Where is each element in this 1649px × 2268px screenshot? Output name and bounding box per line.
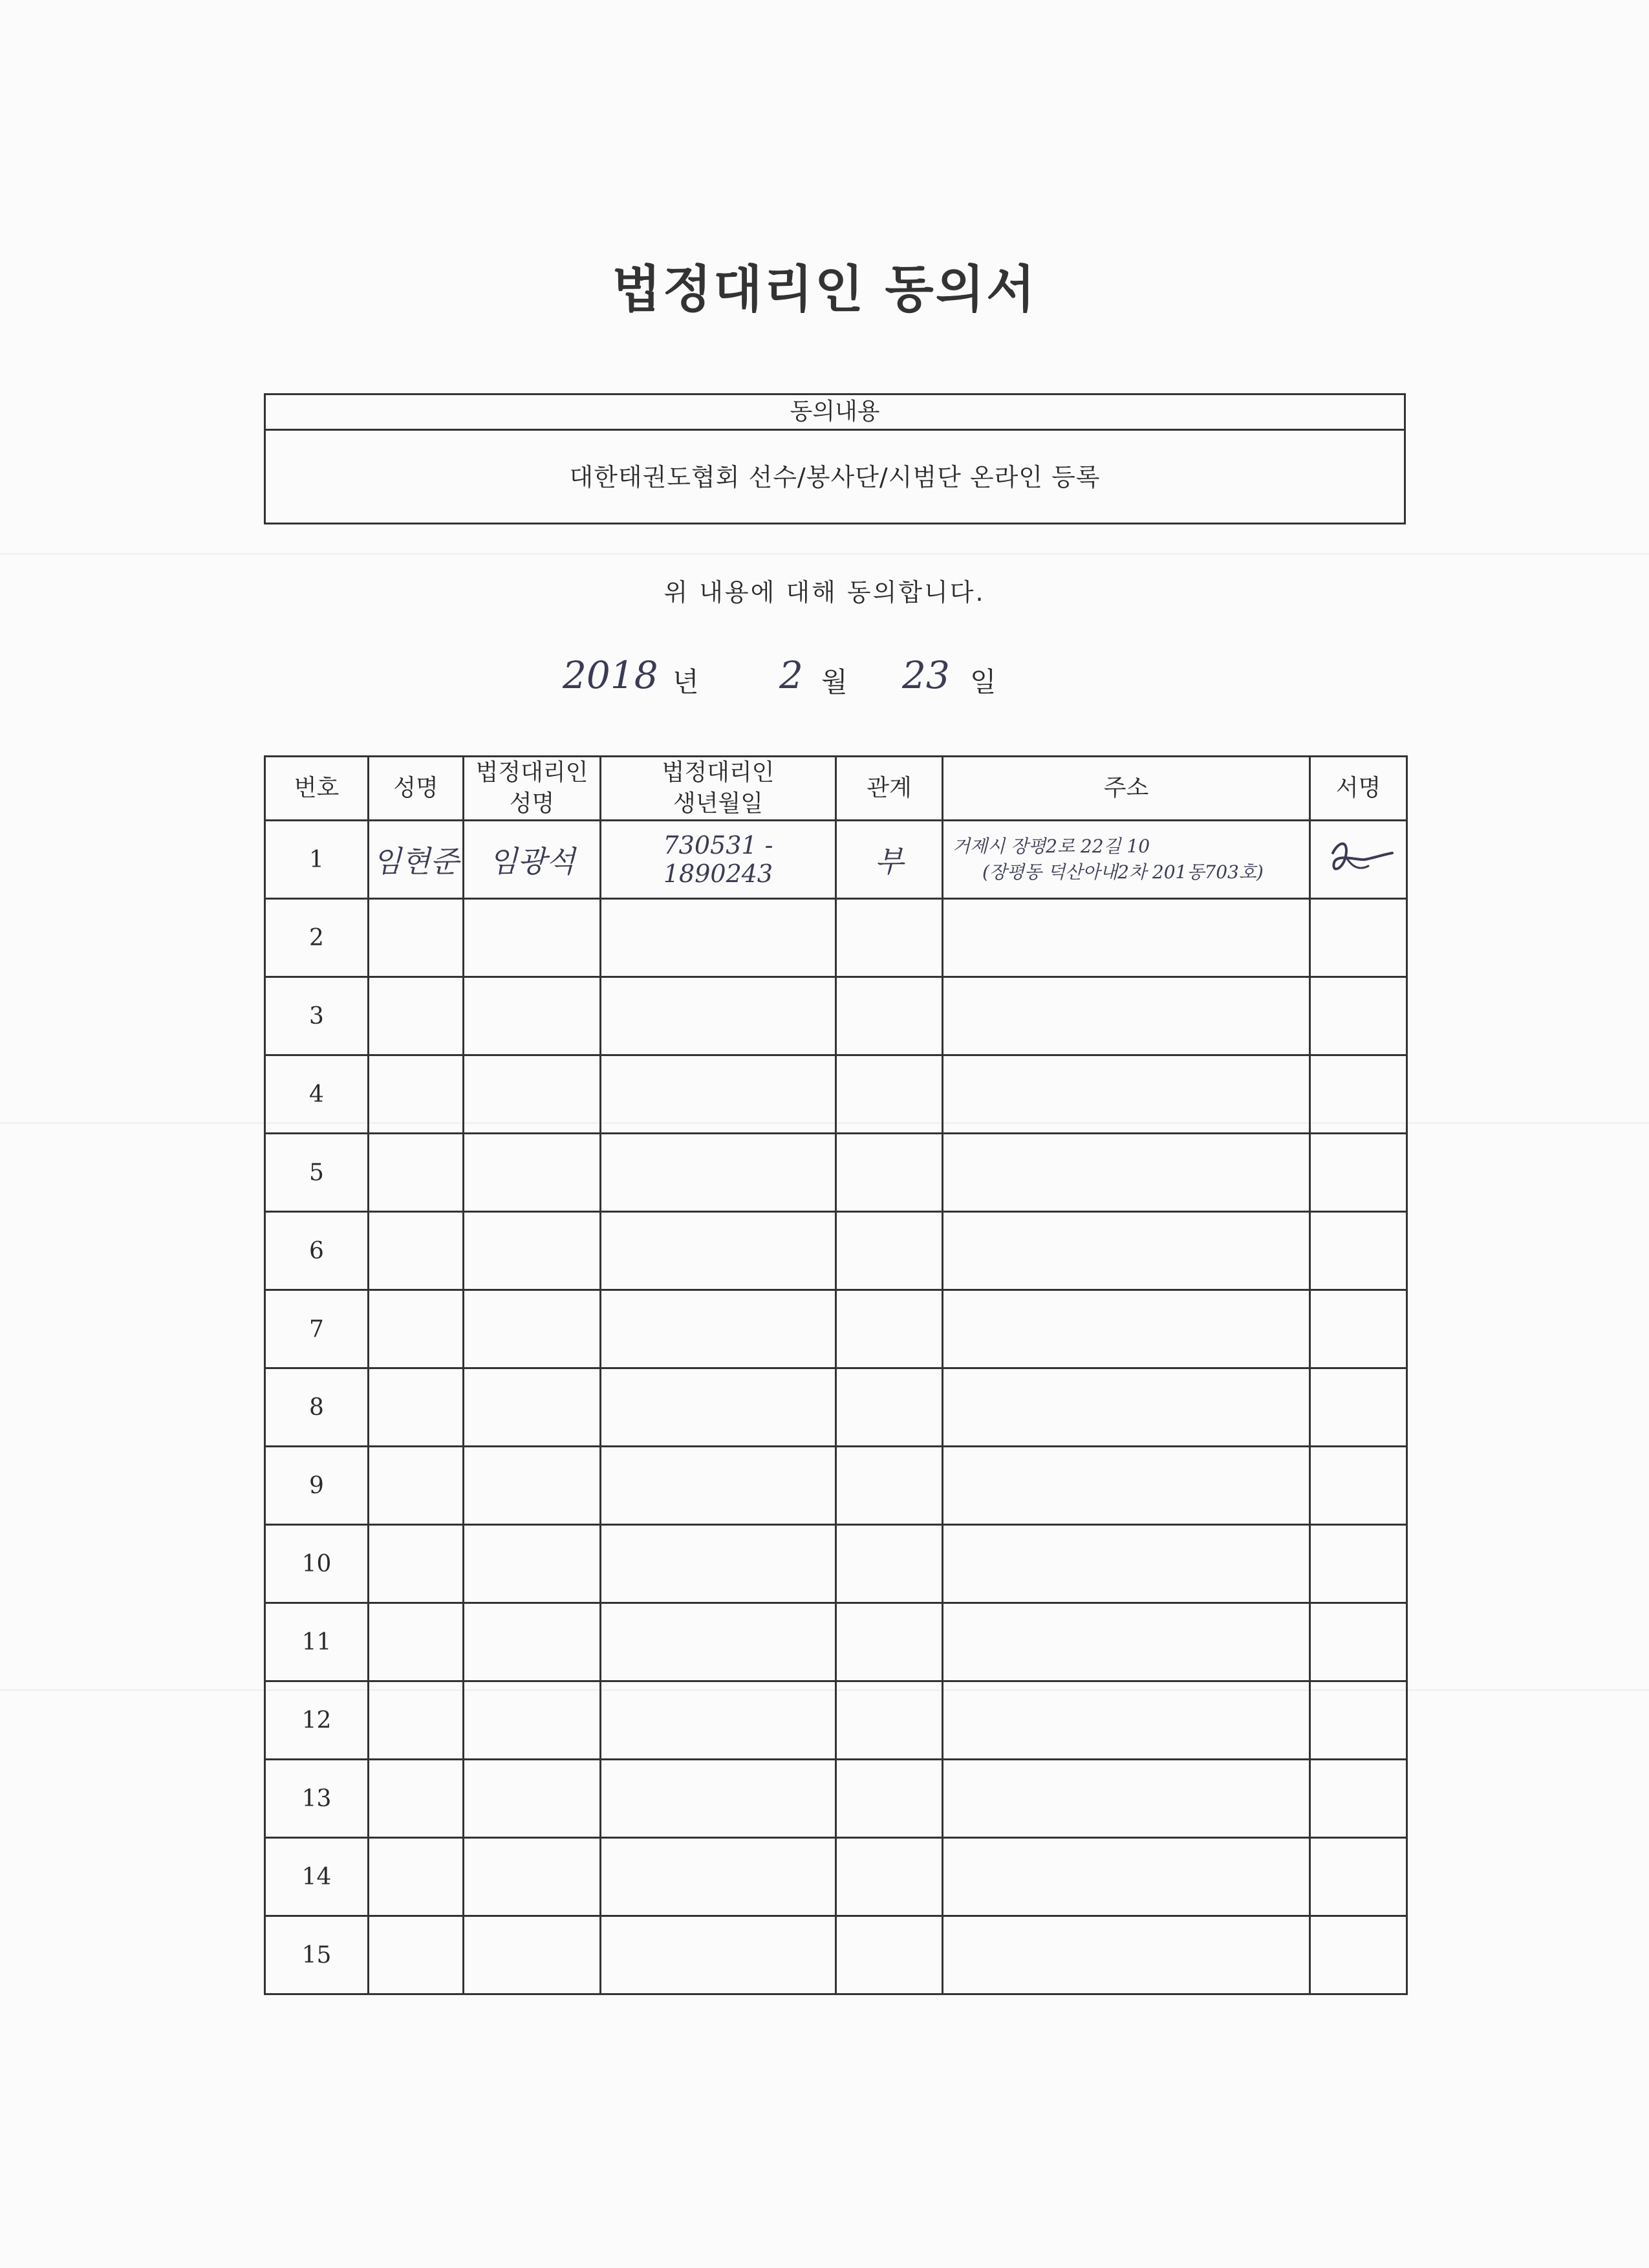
signature-cell <box>1310 977 1407 1055</box>
child-name-cell <box>369 1681 464 1760</box>
guardian-birth-cell <box>601 1212 836 1290</box>
consent-header: 동의내용 <box>266 395 1404 431</box>
signature-cell <box>1310 1525 1407 1603</box>
guardian-birth-cell <box>601 1916 836 1994</box>
guardian-birth-cell <box>601 1525 836 1603</box>
relation-cell <box>836 1838 943 1916</box>
header-signature: 서명 <box>1310 757 1407 821</box>
child-name-cell <box>369 1134 464 1212</box>
signature-cell <box>1310 1447 1407 1525</box>
relation-cell <box>836 1368 943 1447</box>
header-relation: 관계 <box>836 757 943 821</box>
date-month: 2 <box>779 653 803 697</box>
address-cell <box>943 1447 1310 1525</box>
child-name: 임현준 <box>372 844 459 879</box>
address-cell <box>943 899 1310 977</box>
guardian-name-cell <box>464 1916 601 1994</box>
child-name-cell <box>369 1916 464 1994</box>
guardian-birth-cell <box>601 1447 836 1525</box>
row-number: 15 <box>265 1916 369 1994</box>
table-row <box>265 821 1407 899</box>
header-number: 번호 <box>265 757 369 821</box>
relation: 부 <box>874 844 904 879</box>
date-month-label: 월 <box>821 666 848 698</box>
signature-cell <box>1310 1290 1407 1368</box>
guardian-name-cell <box>464 1134 601 1212</box>
guardian-birth-cell <box>601 1681 836 1760</box>
row-number: 10 <box>265 1525 369 1603</box>
signature-cell <box>1310 1838 1407 1916</box>
address-line1: 거제시 장평2로 22길 10 <box>953 836 1150 857</box>
child-name-cell <box>369 1055 464 1134</box>
guardian-name-cell <box>464 977 601 1055</box>
row-number: 8 <box>265 1368 369 1447</box>
address-cell <box>943 1134 1310 1212</box>
paper-fold-line <box>0 553 1649 555</box>
relation-cell <box>836 1055 943 1134</box>
guardian-name: 임광석 <box>488 844 576 879</box>
header-guardian-name: 법정대리인 성명 <box>464 757 601 821</box>
child-name-cell <box>369 821 464 899</box>
guardian-table <box>264 755 1408 1995</box>
date-day: 23 <box>902 653 950 697</box>
guardian-birth-cell <box>601 899 836 977</box>
address-cell <box>943 1681 1310 1760</box>
signature-cell <box>1310 821 1407 899</box>
guardian-name-cell <box>464 1290 601 1368</box>
child-name-cell <box>369 1368 464 1447</box>
guardian-name-cell <box>464 899 601 977</box>
child-name-cell <box>369 1447 464 1525</box>
relation-cell <box>836 1603 943 1681</box>
row-number: 4 <box>265 1055 369 1134</box>
guardian-birth-cell <box>601 1838 836 1916</box>
consent-box <box>264 393 1406 524</box>
relation-cell <box>836 821 943 899</box>
guardian-name-cell <box>464 1838 601 1916</box>
signature-cell <box>1310 1368 1407 1447</box>
relation-cell <box>836 1134 943 1212</box>
relation-cell <box>836 1681 943 1760</box>
row-number: 14 <box>265 1838 369 1916</box>
table-row <box>265 1603 1407 1681</box>
address-cell <box>943 1212 1310 1290</box>
child-name-cell <box>369 899 464 977</box>
guardian-birth-cell <box>601 977 836 1055</box>
header-address: 주소 <box>943 757 1310 821</box>
relation-cell <box>836 899 943 977</box>
agreement-text: 위 내용에 대해 동의합니다. <box>663 578 986 607</box>
table-row <box>265 977 1407 1055</box>
guardian-birth-cell <box>601 1134 836 1212</box>
table-row <box>265 1916 1407 1994</box>
address-cell <box>943 977 1310 1055</box>
row-number: 7 <box>265 1290 369 1368</box>
document-title: 법정대리인 동의서 <box>612 261 1037 319</box>
child-name-cell <box>369 1212 464 1290</box>
table-row <box>265 1212 1407 1290</box>
relation-cell <box>836 977 943 1055</box>
signature-cell <box>1310 1916 1407 1994</box>
address-line2: (장평동 덕산아내2차 201동703호) <box>982 861 1264 883</box>
address-cell <box>943 1290 1310 1368</box>
table-row <box>265 1134 1407 1212</box>
signature-cell <box>1310 1760 1407 1838</box>
row-number: 11 <box>265 1603 369 1681</box>
guardian-name-cell <box>464 1525 601 1603</box>
guardian-birth-cell <box>601 1603 836 1681</box>
signature-cell <box>1310 1212 1407 1290</box>
table-row <box>265 1681 1407 1760</box>
table-row <box>265 1760 1407 1838</box>
header-guardian-birth: 법정대리인 생년월일 <box>601 757 836 821</box>
relation-cell <box>836 1525 943 1603</box>
signature-cell <box>1310 899 1407 977</box>
guardian-birth-line1: 730531 - <box>663 831 773 859</box>
guardian-birth-cell <box>601 1760 836 1838</box>
address-cell <box>943 1916 1310 1994</box>
consent-content: 대한태권도협회 선수/봉사단/시범단 온라인 등록 <box>569 463 1101 491</box>
guardian-name-cell <box>464 821 601 899</box>
date-day-label: 일 <box>970 666 997 698</box>
guardian-name-cell <box>464 1055 601 1134</box>
address-cell <box>943 1055 1310 1134</box>
table-row <box>265 1368 1407 1447</box>
table-row <box>265 1055 1407 1134</box>
signature-cell <box>1310 1055 1407 1134</box>
guardian-name-cell <box>464 1368 601 1447</box>
table-row <box>265 1290 1407 1368</box>
table-row <box>265 1447 1407 1525</box>
signature-cell <box>1310 1134 1407 1212</box>
table-row <box>265 1838 1407 1916</box>
guardian-birth-cell <box>601 1290 836 1368</box>
relation-cell <box>836 1212 943 1290</box>
handwritten-signature-icon <box>1320 834 1397 885</box>
row-number: 6 <box>265 1212 369 1290</box>
row-number: 12 <box>265 1681 369 1760</box>
row-number: 5 <box>265 1134 369 1212</box>
date-year-label: 년 <box>673 666 699 698</box>
address-cell <box>943 1603 1310 1681</box>
table-row <box>265 899 1407 977</box>
address-cell <box>943 1760 1310 1838</box>
relation-cell <box>836 1760 943 1838</box>
address-cell <box>943 821 1310 899</box>
signature-cell <box>1310 1603 1407 1681</box>
child-name-cell <box>369 1760 464 1838</box>
row-number: 1 <box>265 821 369 899</box>
row-number: 3 <box>265 977 369 1055</box>
signature-cell <box>1310 1681 1407 1760</box>
address-cell <box>943 1525 1310 1603</box>
guardian-name-cell <box>464 1447 601 1525</box>
guardian-birth-cell <box>601 821 836 899</box>
relation-cell <box>836 1290 943 1368</box>
child-name-cell <box>369 1603 464 1681</box>
guardian-birth-cell <box>601 1368 836 1447</box>
date-line <box>0 653 1649 705</box>
guardian-birth-cell <box>601 1055 836 1134</box>
child-name-cell <box>369 1838 464 1916</box>
row-number: 2 <box>265 899 369 977</box>
date-year: 2018 <box>563 653 658 697</box>
guardian-name-cell <box>464 1760 601 1838</box>
address-cell <box>943 1838 1310 1916</box>
child-name-cell <box>369 1525 464 1603</box>
table-row <box>265 1525 1407 1603</box>
relation-cell <box>836 1447 943 1525</box>
child-name-cell <box>369 977 464 1055</box>
header-name: 성명 <box>369 757 464 821</box>
guardian-name-cell <box>464 1212 601 1290</box>
guardian-birth-line2: 1890243 <box>663 859 773 888</box>
guardian-name-cell <box>464 1681 601 1760</box>
address-cell <box>943 1368 1310 1447</box>
child-name-cell <box>369 1290 464 1368</box>
relation-cell <box>836 1916 943 1994</box>
row-number: 9 <box>265 1447 369 1525</box>
guardian-name-cell <box>464 1603 601 1681</box>
row-number: 13 <box>265 1760 369 1838</box>
table-header-row <box>265 757 1407 821</box>
